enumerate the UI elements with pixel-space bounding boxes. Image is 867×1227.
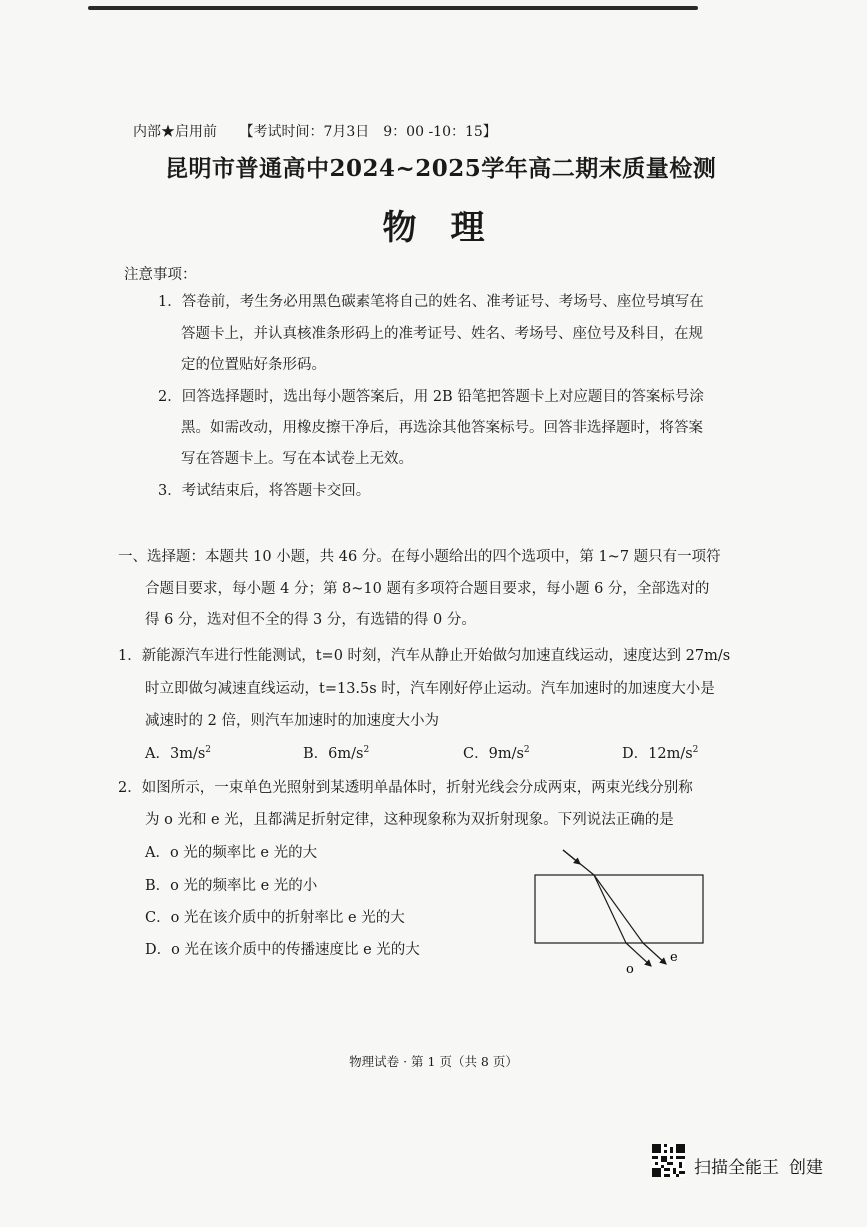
qr-code-icon [652, 1144, 685, 1177]
q1-option-c [463, 742, 530, 763]
notice-item-1-line-3: 定的位置贴好条形码。 [181, 357, 326, 373]
scanner-watermark [694, 1153, 823, 1178]
section-1-line-3: 得 6 分，选对但不全的得 3 分，有选错的得 0 分。 [145, 612, 476, 628]
scan-edge-shadow [88, 6, 698, 10]
q1-stem-line-1: 1．新能源汽车进行性能测试，t=0 时刻，汽车从静止开始做匀加速直线运动，速度达到 27m/s [118, 648, 731, 664]
notice-item-2-line-2: 黑。如需改动，用橡皮擦干净后，再选涂其他答案标号。回答非选择题时，将答案 [181, 420, 703, 436]
q1-option-b-exp: 2 [363, 745, 370, 756]
section-1-line-2: 合题目要求，每小题 4 分；第 8~10 题有多项符合题目要求，每小题 6 分，全部选对的 [145, 581, 710, 597]
incident-ray-arrow [563, 850, 580, 864]
notice-item-3-line-1: 3．考试结束后，将答题卡交回。 [158, 483, 371, 499]
q2-option-c: C．o 光在该介质中的折射率比 e 光的大 [145, 910, 405, 926]
q1-option-d-exp: 2 [692, 745, 699, 756]
q1-stem-line-2: 时立即做匀减速直线运动，t=13.5s 时，汽车刚好停止运动。汽车加速时的加速度大小是 [145, 681, 715, 697]
q2-stem-line-1: 2．如图所示，一束单色光照射到某透明单晶体时，折射光线会分成两束，两束光线分别称 [118, 780, 693, 796]
notice-item-2-line-3: 写在答题卡上。写在本试卷上无效。 [181, 451, 413, 467]
confidential-tag: 内部★启用前 [133, 124, 217, 140]
section-1-line-1: 一、选择题：本题共 10 小题，共 46 分。在每小题给出的四个选项中，第 1~7 题只有一项符 [118, 549, 721, 565]
notice-item-2-line-1: 2．回答选择题时，选出每小题答案后，用 2B 铅笔把答题卡上对应题目的答案标号涂 [158, 389, 704, 405]
q1-stem-line-3: 减速时的 2 倍，则汽车加速时的加速度大小为 [145, 713, 439, 729]
birefringence-diagram [533, 840, 713, 980]
notice-item-1-line-2: 答题卡上，并认真核准条形码上的准考证号、姓名、考场号、座位号及科目，在规 [181, 326, 703, 342]
q1-option-b-text: B．6m/s [303, 746, 364, 762]
watermark-action: 创建 [789, 1158, 823, 1178]
q1-option-d [622, 742, 698, 763]
o-ray-label: o [626, 962, 634, 977]
q1-option-a-exp: 2 [205, 745, 212, 756]
o-ray-inside [594, 875, 626, 943]
exam-header [133, 121, 515, 141]
q2-option-d: D．o 光在该介质中的传播速度比 e 光的大 [145, 942, 420, 958]
q1-option-b [303, 742, 369, 763]
q1-option-a [145, 742, 211, 763]
exam-title: 昆明市普通高中2024~2025学年高二期末质量检测 [165, 155, 717, 182]
q1-option-c-text: C．9m/s [463, 746, 524, 762]
e-ray-exit [643, 943, 666, 964]
q2-option-a: A．o 光的频率比 e 光的大 [145, 845, 318, 861]
q2-option-b: B．o 光的频率比 e 光的小 [145, 878, 318, 894]
subject-title: 物理 [382, 208, 519, 248]
e-ray-inside [594, 875, 643, 943]
exam-time: 【考试时间：7月3日 9：00 -10：15】 [239, 124, 497, 140]
q1-option-c-exp: 2 [523, 745, 530, 756]
notice-heading: 注意事项： [124, 267, 197, 283]
watermark-app-name: 扫描全能王 [694, 1158, 779, 1178]
e-ray-label: e [670, 950, 678, 965]
q2-stem-line-2: 为 o 光和 e 光，且都满足折射定律，这种现象称为双折射现象。下列说法正确的是 [145, 812, 674, 828]
page-footer: 物理试卷 · 第 1 页（共 8 页） [349, 1054, 518, 1069]
q1-option-a-text: A．3m/s [145, 746, 206, 762]
notice-item-1-line-1: 1．答卷前，考生务必用黑色碳素笔将自己的姓名、准考证号、考场号、座位号填写在 [158, 294, 704, 310]
q1-option-d-text: D．12m/s [622, 746, 693, 762]
